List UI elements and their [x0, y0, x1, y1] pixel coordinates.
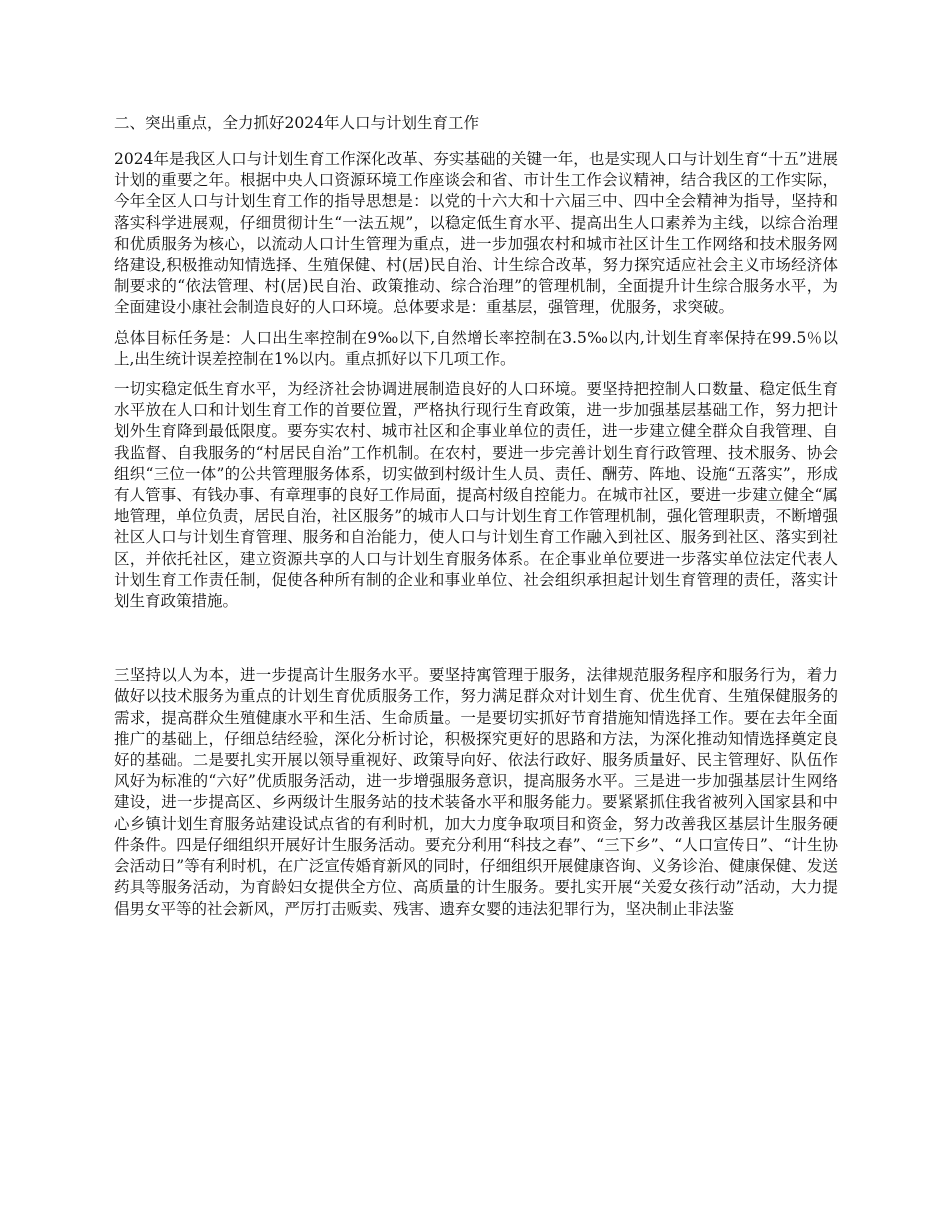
- paragraph-guiding-ideology: 2024年是我区人口与计划生育工作深化改革、夯实基础的关键一年，也是实现人口与计划生育“十五”进展计划的重要之年。根据中央人口资源环境工作座谈会和省、市计生工作会议精神，结合我区的工作实际，今年全区人口与计划生育工作的指导思想是：以党的十六大和十六届三中、四中全会精神为指导，坚持和落实科学进展观，仔细贯彻计生“一法五规”，以稳定低生育水平、提高出生人口素养为主线，以综合治理和优质服务为核心，以流动人口计生管理为重点，进一步加强农村和城市社区计生工作网络和技术服务网络建设,积极推动知情选择、生殖保健、村(居)民自治、计生综合改革，努力探究适应社会主义市场经济体制要求的“依法管理、村(居)民自治、政策推动、综合治理”的管理机制，全面提升计生综合服务水平，为全面建设小康社会制造良好的人口环境。总体要求是：重基层，强管理，优服务，求突破。: [114, 150, 838, 317]
- document-page: [114, 112, 838, 929]
- paragraph-people-oriented-service: 三坚持以人为本，进一步提高计生服务水平。要坚持寓管理于服务，法律规范服务程序和服务行为，着力做好以技术服务为重点的计划生育优质服务工作，努力满足群众对计划生育、优生优育、生殖保健服务的需求，提高群众生殖健康水平和生活、生命质量。一是要切实抓好节育措施知情选择工作。要在去年全面推广的基础上，仔细总结经验，深化分析讨论，积极探究更好的思路和方法，为深化推动知情选择奠定良好的基础。二是要扎实开展以领导重视好、政策导向好、依法行政好、服务质量好、民主管理好、队伍作风好为标准的“六好”优质服务活动，进一步增强服务意识，提高服务水平。三是进一步加强基层计生网络建设，进一步提高区、乡两级计生服务站的技术装备水平和服务能力。要紧紧抓住我省被列入国家县和中心乡镇计划生育服务站建设试点省的有利时机，加大力度争取项目和资金，努力改善我区基层计生服务硬件条件。四是仔细组织开展好计生服务活动。要充分利用“科技之春”、“三下乡”、“人口宣传日”、“计生协会活动日”等有利时机，在广泛宣传婚育新风的同时，仔细组织开展健康咨询、义务诊治、健康保健、发送药具等服务活动，为育龄妇女提供全方位、高质量的计生服务。要扎实开展“关爱女孩行动”活动，大力提倡男女平等的社会新风，严厉打击贩卖、残害、遗弃女婴的违法犯罪行为，坚决制止非法鉴: [114, 666, 838, 918]
- paragraph-stabilize-birth-level: 一切实稳定低生育水平，为经济社会协调进展制造良好的人口环境。要坚持把控制人口数量、稳定低生育水平放在人口和计划生育工作的首要位置，严格执行现行生育政策，进一步加强基层基础工作，努力把计划外生育降到最低限度。要夯实农村、城市社区和企事业单位的责任，进一步建立健全群众自我管理、自我监督、自我服务的“村居民自治”工作机制。在农村，要进一步完善计划生育行政管理、技术服务、协会组织“三位一体”的公共管理服务体系，切实做到村级计生人员、责任、酬劳、阵地、设施“五落实”，形成有人管事、有钱办事、有章理事的良好工作局面，提高村级自控能力。在城市社区，要进一步建立健全“属地管理，单位负责，居民自治，社区服务”的城市人口与计划生育工作管理机制，强化管理职责，不断增强社区人口与计划生育管理、服务和自治能力，使人口与计划生育工作融入到社区、服务到社区、落实到社区，并依托社区，建立资源共享的人口与计划生育服务体系。在企事业单位要进一步落实单位法定代表人计划生育工作责任制，促使各种所有制的企业和事业单位、社会组织承担起计划生育管理的责任，落实计划生育政策措施。: [114, 380, 838, 611]
- paragraph-overall-targets: 总体目标任务是：人口出生率控制在9‰以下,自然增长率控制在3.5‰以内,计划生育率保持在99.5％以上,出生统计误差控制在1%以内。重点抓好以下几项工作。: [114, 328, 838, 368]
- section-heading: 二、突出重点，全力抓好2024年人口与计划生育工作: [114, 114, 479, 132]
- paragraph-gap: [114, 621, 838, 665]
